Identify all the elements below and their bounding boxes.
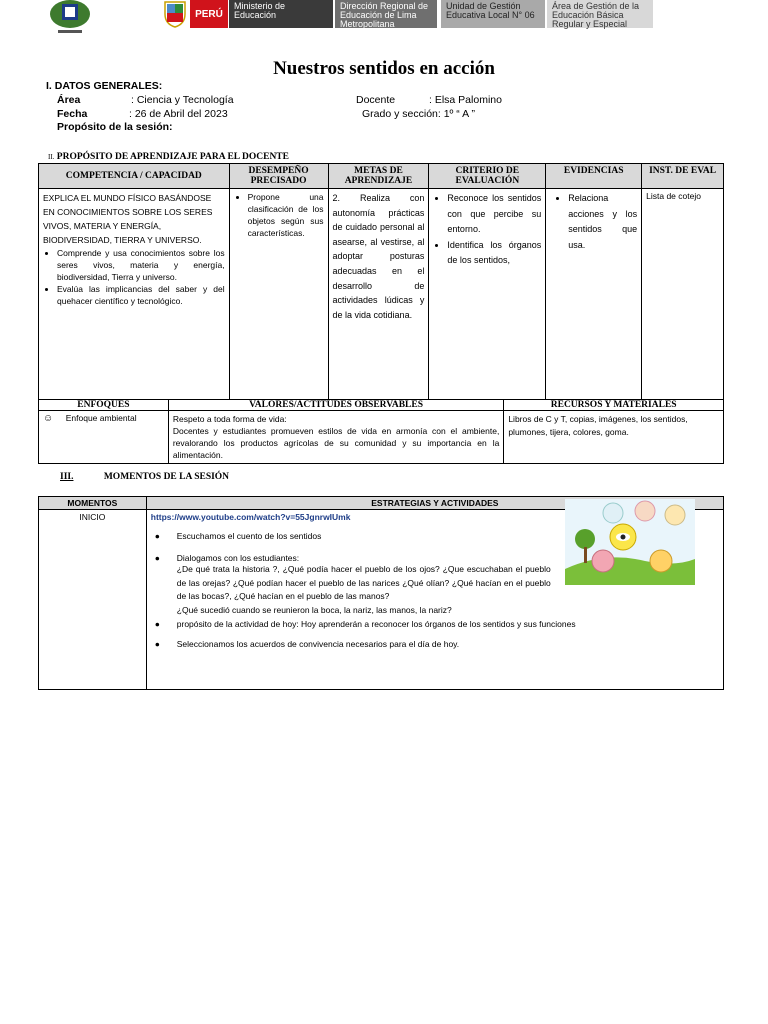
peru-label: PERÚ <box>190 0 228 28</box>
header-desempeno: DESEMPEÑO PRECISADO <box>229 164 328 189</box>
enfoques-table <box>38 399 724 464</box>
valores-cell <box>168 411 503 464</box>
enfoque-text: Enfoque ambiental <box>65 413 137 423</box>
instrumento-text: Lista de cotejo <box>646 191 701 201</box>
docente-value: : Elsa Palomino <box>429 94 502 106</box>
recursos-header: RECURSOS Y MATERIALES <box>504 400 724 411</box>
activity-text: Seleccionamos los acuerdos de convivencia necesarios para el día de hoy. <box>176 639 460 649</box>
section-ii-heading <box>48 152 289 162</box>
bullet-icon: ● <box>154 619 160 629</box>
fecha-value: : 26 de Abril del 2023 <box>129 108 228 120</box>
fecha-label: Fecha <box>57 108 88 120</box>
question-last: ¿Qué sucedió cuando se reunieron la boca, la nariz, las manos, la nariz? <box>176 604 452 615</box>
competencia-text: EXPLICA EL MUNDO FÍSICO BASÁNDOSE EN CONOCIMIENTOS SOBRE LOS SERES VIVOS, MATERIA Y ENERGÍA, BIODIVERSIDAD, TIERRA Y UNIVERSO. <box>43 193 213 245</box>
activity-item <box>155 619 719 629</box>
metas-cell <box>328 189 429 402</box>
desempeno-list <box>234 191 324 239</box>
header-instrumento: INST. DE EVAL <box>642 164 724 189</box>
header-evidencias: EVIDENCIAS <box>546 164 642 189</box>
evidencias-list <box>550 191 637 253</box>
capacidad-item: • Evalúa las implicancias del saber y del quehacer científico y tecnológico. <box>57 283 225 307</box>
page-title: Nuestros sentidos en acción <box>273 58 495 79</box>
section-ii-roman: II. <box>48 153 55 161</box>
youtube-link[interactable]: https://www.youtube.com/watch?v=55JgnrwIUmk <box>150 512 351 522</box>
activity-item <box>155 639 719 649</box>
momentos-header: MOMENTOS <box>39 497 147 510</box>
enfoque-cell <box>39 411 169 464</box>
bullet-icon: ● <box>154 553 160 563</box>
valores-header: VALORES/ACTITUDES OBSERVABLES <box>168 400 503 411</box>
grado-seccion: Grado y sección: 1º “ A ” <box>362 108 475 120</box>
docente-label: Docente <box>356 94 396 106</box>
ugel-block: Unidad de Gestión Educativa Local N° 06 <box>441 0 545 28</box>
valor-text: Docentes y estudiantes promueven estilos de vida en armonía con el ambiente, revalorando los productos agrícolas de su comunidad y su importancia en la alimentación. <box>172 426 500 460</box>
section-iii-heading <box>60 472 229 482</box>
proposito-table <box>38 163 724 402</box>
datos-generales-heading: I. DATOS GENERALES: <box>46 80 163 92</box>
criterio-item: • Identifica los órganos de los sentidos, <box>447 238 541 269</box>
section-iii-title: MOMENTOS DE LA SESIÓN <box>103 472 230 482</box>
activity-text: Dialogamos con los estudiantes: <box>176 553 300 563</box>
criterio-item: • Reconoce los sentidos con que percibe su entorno. <box>447 191 541 238</box>
ebre-block: Área de Gestión de la Educación Básica Regular y Especial <box>547 0 653 28</box>
header-criterio: CRITERIO DE EVALUACIÓN <box>429 164 546 189</box>
bullet-icon: ● <box>154 531 160 541</box>
activity-text: Escuchamos el cuento de los sentidos <box>176 531 322 541</box>
criterio-list <box>433 191 541 269</box>
enfoques-header: ENFOQUES <box>39 400 169 411</box>
estrategias-header: ESTRATEGIAS Y ACTIVIDADES <box>146 497 723 510</box>
recursos-text: Libros de C y T, copias, imágenes, los sentidos, plumones, tijera, colores, goma. <box>508 414 688 437</box>
evidencias-cell <box>546 189 642 402</box>
smiley-icon: ☺ <box>43 413 54 424</box>
proposito-label: Propósito de la sesión: <box>57 121 173 133</box>
moment-inicio: INICIO <box>39 510 147 690</box>
drelm-block: Dirección Regional de Educación de Lima Metropolitana <box>335 0 437 28</box>
competencia-cell <box>39 189 230 402</box>
peru-shield-icon <box>162 0 188 28</box>
bullet-icon: ● <box>154 639 160 649</box>
area-value: : Ciencia y Tecnología <box>131 94 234 106</box>
senses-illustration <box>565 499 695 585</box>
header-competencia: COMPETENCIA / CAPACIDAD <box>39 164 230 189</box>
section-iii-roman: III. <box>60 472 74 482</box>
desempeno-text: • Propone una clasificación de los objetos según sus características. <box>248 191 324 239</box>
area-label: Área <box>57 94 81 106</box>
header-metas: METAS DE APRENDIZAJE <box>328 164 429 189</box>
desempeno-cell <box>229 189 328 402</box>
school-crest-icon <box>46 0 94 36</box>
valor-title: Respeto a toda forma de vida: <box>172 414 287 424</box>
recursos-cell <box>504 411 724 464</box>
criterio-cell <box>429 189 546 402</box>
instrumento-cell <box>642 189 724 402</box>
activity-text: propósito de la actividad de hoy: Hoy aprenderán a reconocer los órganos de los sentidos y sus funciones <box>176 619 576 629</box>
questions-text: ¿De qué trata la historia ?, ¿Qué podía hacer el pueblo de los ojos? ¿Que escuchaban el pueblo de las orejas? ¿Qué podían hacer el pueblo de las narices ¿Qué olían? ¿Qué hacían en el pueblo de las bocas?, ¿Qué hacían en el pueblo de las manos? <box>176 564 551 601</box>
metas-text: 2. Realiza con autonomía prácticas de cuidado personal al asearse, al vestirse, al adoptar posturas adecuadas en el desarrollo de actividades lúdicas y de la vida cotidiana. <box>332 193 425 320</box>
capacidad-item: • Comprende y usa conocimientos sobre los seres vivos, materia y energía, biodiversidad, Tierra y universo. <box>57 247 225 283</box>
capacidades-list <box>43 247 225 307</box>
evidencia-item: • Relaciona acciones y los sentidos que usa. <box>568 191 637 253</box>
header-bar <box>0 0 768 30</box>
minedu-block: Ministerio de Educación <box>229 0 333 28</box>
section-ii-title: PROPÓSITO DE APRENDIZAJE PARA EL DOCENTE <box>56 152 289 162</box>
